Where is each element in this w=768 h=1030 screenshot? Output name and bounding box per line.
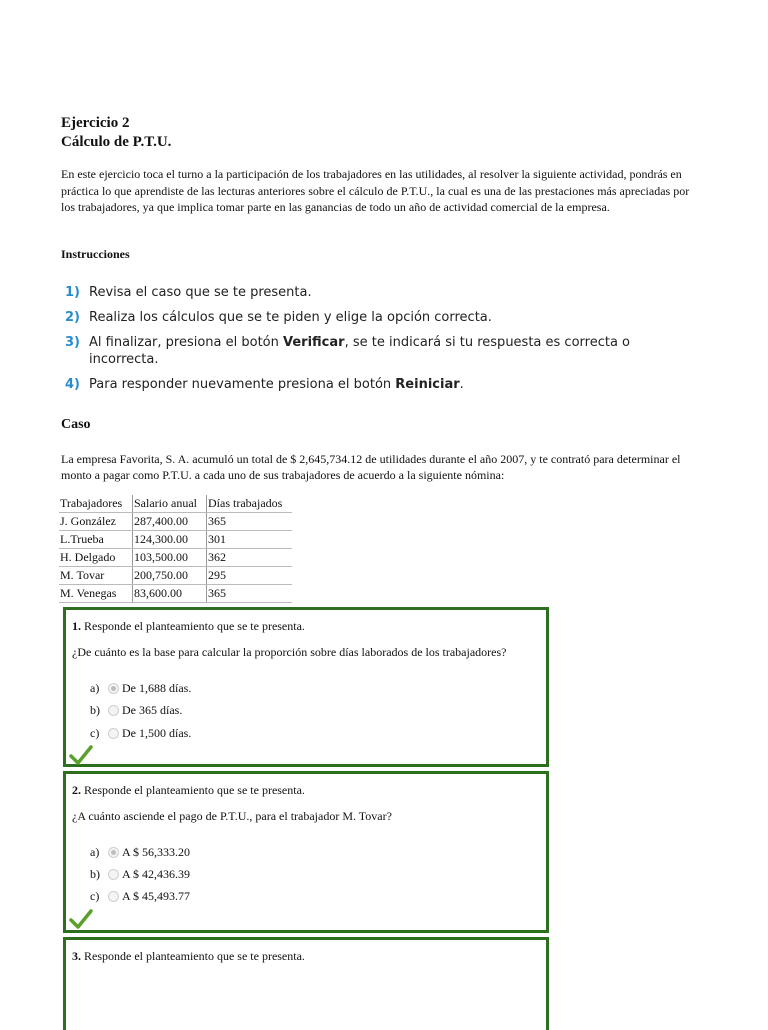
radio-button[interactable] — [108, 847, 119, 858]
table-cell: M. Venegas — [59, 585, 133, 603]
step-number: 1) — [65, 285, 80, 300]
table-cell: L.Trueba — [59, 531, 133, 549]
exercise-title: Ejercicio 2 — [61, 115, 130, 131]
table-cell: M. Tovar — [59, 567, 133, 585]
table-cell: 200,750.00 — [133, 567, 207, 585]
step-text: Realiza los cálculos que se te piden y elige la opción correcta. — [89, 310, 492, 325]
answer-option-b[interactable]: b) De 365 días. — [90, 703, 183, 717]
intro-paragraph: En este ejercicio toca el turno a la participación de los trabajadores en las utilidades, al resolver la siguiente actividad, pondrás en práctica lo que aprendiste de las lecturas anteriores sobre el cálculo de P.T.U., la cual es una de las prestaciones más apreciadas por los trabajadores, ya que implica tomar parte en las ganancias de todo un año de actividad comercial de la empresa. — [61, 167, 690, 214]
column-header: Trabajadores — [59, 495, 133, 513]
table-row — [59, 549, 292, 567]
table-header-row — [59, 495, 292, 513]
table-cell: 301 — [207, 531, 293, 549]
radio-button[interactable] — [108, 683, 119, 694]
question-header: 1. Responde el planteamiento que se te presenta. — [72, 619, 305, 633]
table-cell: 295 — [207, 567, 293, 585]
payroll-table — [59, 495, 292, 603]
question-text: ¿A cuánto asciende el pago de P.T.U., para el trabajador M. Tovar? — [72, 809, 392, 823]
instruction-step — [65, 284, 649, 301]
table-cell: H. Delgado — [59, 549, 133, 567]
answer-option-c[interactable]: c) De 1,500 días. — [90, 726, 192, 740]
instructions-heading: Instrucciones — [61, 247, 130, 261]
column-header: Salario anual — [133, 495, 207, 513]
check-icon — [69, 908, 93, 930]
question-box-2 — [63, 771, 549, 933]
radio-button[interactable] — [108, 869, 119, 880]
reiniciar-label: Reiniciar — [395, 377, 460, 392]
table-row — [59, 567, 292, 585]
table-cell: 124,300.00 — [133, 531, 207, 549]
table-row — [59, 531, 292, 549]
question-header: 2. Responde el planteamiento que se te presenta. — [72, 783, 305, 797]
table-cell: 365 — [207, 513, 293, 531]
step-text: Revisa el caso que se te presenta. — [89, 285, 312, 300]
step-number: 4) — [65, 377, 80, 392]
radio-button[interactable] — [108, 728, 119, 739]
table-cell: 287,400.00 — [133, 513, 207, 531]
answer-option-b[interactable]: b) A $ 42,436.39 — [90, 867, 191, 881]
radio-button[interactable] — [108, 891, 119, 902]
table-cell: 103,500.00 — [133, 549, 207, 567]
instruction-step — [65, 309, 649, 326]
verificar-label: Verificar — [283, 335, 345, 350]
column-header: Días trabajados — [207, 495, 293, 513]
table-row — [59, 585, 292, 603]
table-cell: 362 — [207, 549, 293, 567]
caso-heading: Caso — [61, 417, 91, 432]
table-cell: 83,600.00 — [133, 585, 207, 603]
check-icon — [69, 744, 93, 766]
question-box-3 — [63, 937, 549, 1030]
question-text: ¿De cuánto es la base para calcular la proporción sobre días laborados de los trabajadores? — [72, 645, 507, 659]
radio-button[interactable] — [108, 705, 119, 716]
step-number: 3) — [65, 335, 80, 350]
answer-option-a[interactable]: a) A $ 56,333.20 — [90, 845, 191, 859]
caso-paragraph: La empresa Favorita, S. A. acumuló un total de $ 2,645,734.12 de utilidades durante el año 2007, y te contrató para determinar el monto a pagar como P.T.U. a cada uno de sus trabajadores de acuerdo a la siguiente nómina: — [61, 452, 681, 482]
table-cell: 365 — [207, 585, 293, 603]
question-header: 3. Responde el planteamiento que se te presenta. — [72, 949, 305, 963]
exercise-subtitle: Cálculo de P.T.U. — [61, 134, 172, 150]
step-text: Para responder nuevamente presiona el botón Reiniciar. — [89, 377, 464, 392]
step-text: Al finalizar, presiona el botón Verificar, se te indicará si tu respuesta es correcta o incorrecta. — [89, 335, 630, 367]
answer-option-a[interactable]: a) De 1,688 días. — [90, 681, 192, 695]
instruction-step — [65, 334, 649, 368]
step-number: 2) — [65, 310, 80, 325]
answer-option-c[interactable]: c) A $ 45,493.77 — [90, 889, 191, 903]
question-box-1 — [63, 607, 549, 767]
table-row — [59, 513, 292, 531]
instruction-step — [65, 376, 649, 393]
instructions-list — [65, 284, 649, 401]
table-cell: J. González — [59, 513, 133, 531]
